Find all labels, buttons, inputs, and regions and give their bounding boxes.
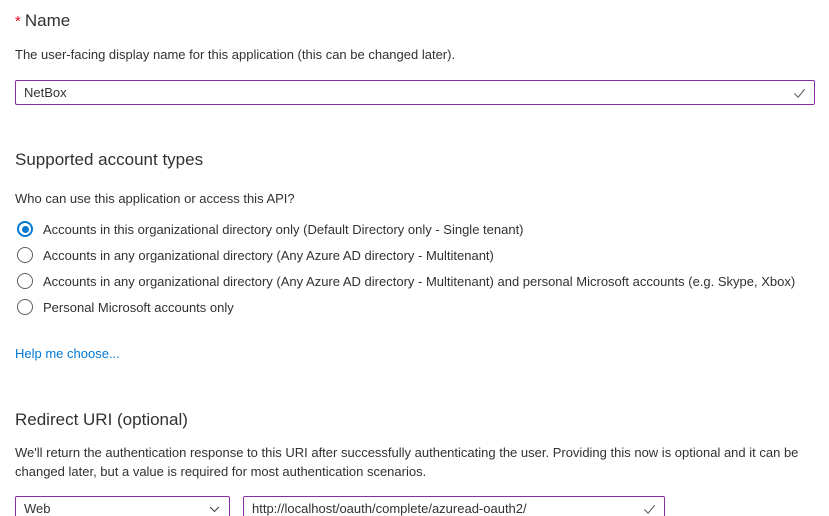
account-types-title: Supported account types bbox=[15, 150, 204, 169]
account-types-question: Who can use this application or access this API? bbox=[15, 191, 295, 206]
chevron-down-icon[interactable] bbox=[208, 502, 221, 515]
radio-option-label[interactable]: Accounts in any organizational directory (Any Azure AD directory - Multitenant) and personal Microsoft accounts (e.g. Skype, Xbox) bbox=[43, 273, 796, 289]
required-asterisk: * bbox=[15, 13, 21, 30]
redirect-uri-description: We'll return the authentication response to this URI after successfully authenticating the user. Providing this now is optional and it can be changed later, but a value is required for most authentication scenarios. bbox=[15, 445, 799, 479]
name-section-title bbox=[15, 10, 815, 32]
name-input-wrap bbox=[15, 80, 815, 105]
redirect-uri-row bbox=[15, 496, 815, 516]
redirect-uri-input-wrap bbox=[243, 496, 665, 516]
name-description: The user-facing display name for this application (this can be changed later). bbox=[15, 47, 456, 62]
radio-option-label[interactable]: Accounts in this organizational directory only (Default Directory only - Single tenant) bbox=[43, 221, 524, 237]
redirect-uri-input[interactable] bbox=[243, 496, 665, 516]
name-input[interactable] bbox=[15, 80, 815, 105]
radio-option-multitenant[interactable] bbox=[15, 242, 815, 268]
radio-option-label[interactable]: Accounts in any organizational directory (Any Azure AD directory - Multitenant) bbox=[43, 247, 494, 263]
redirect-uri-title: Redirect URI (optional) bbox=[15, 410, 188, 429]
radio-option-single-tenant[interactable] bbox=[15, 216, 815, 242]
account-type-radio-group bbox=[15, 216, 815, 320]
radio-option-multitenant-personal[interactable] bbox=[15, 268, 815, 294]
radio-button-icon[interactable] bbox=[17, 221, 33, 237]
radio-option-label[interactable]: Personal Microsoft accounts only bbox=[43, 299, 234, 315]
radio-option-personal-only[interactable] bbox=[15, 294, 815, 320]
platform-select[interactable] bbox=[15, 496, 230, 516]
platform-selected-value: Web bbox=[24, 501, 51, 516]
radio-button-icon[interactable] bbox=[17, 247, 33, 263]
help-me-choose-link[interactable]: Help me choose... bbox=[15, 346, 120, 361]
name-title-text: Name bbox=[24, 11, 71, 30]
radio-button-icon[interactable] bbox=[17, 299, 33, 315]
radio-button-icon[interactable] bbox=[17, 273, 33, 289]
